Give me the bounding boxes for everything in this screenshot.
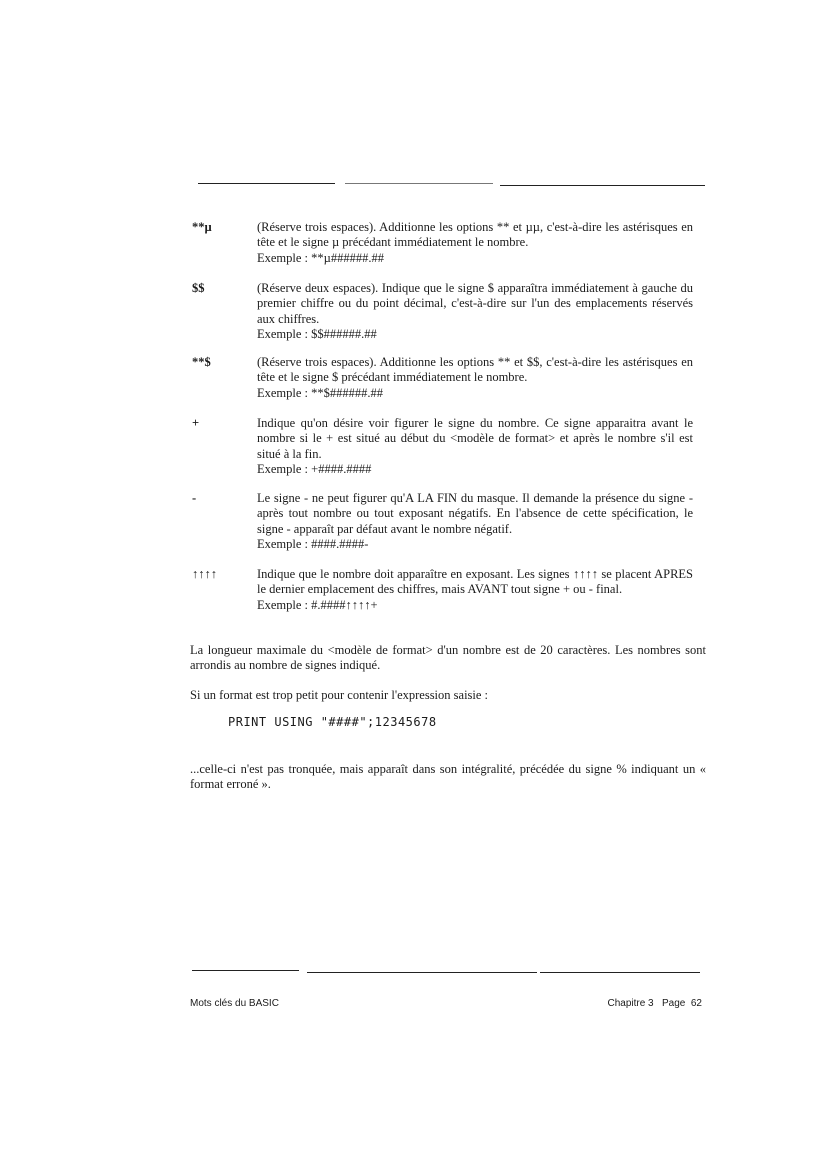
example-text: Exemple : $$######.##: [257, 327, 377, 342]
top-rule: [500, 185, 705, 186]
example-text: Exemple : #.####↑↑↑↑+: [257, 597, 378, 612]
example-text: Exemple : +####.####: [257, 462, 372, 477]
result-paragraph: [190, 762, 706, 793]
format-description: [257, 281, 693, 343]
footer-left: Mots clés du BASIC: [190, 998, 279, 1009]
top-rule: [345, 183, 493, 184]
paragraph-text: ...celle-ci n'est pas tronquée, mais apparaît dans son intégralité, précédée du signe % indiquant un « format erroné ».: [190, 762, 706, 792]
format-symbol: -: [192, 491, 197, 505]
bottom-rule: [540, 972, 700, 973]
format-too-small-paragraph: [190, 688, 706, 703]
description-text: (Réserve deux espaces). Indique que le signe $ apparaîtra immédiatement à gauche du premier chiffre ou du point décimal, c'est-à-dire sur l'un des emplacements réservés aux chiffres.: [257, 281, 693, 326]
bottom-rule: [192, 970, 299, 971]
format-symbol: **µ: [192, 220, 212, 234]
format-symbol: $$: [192, 281, 205, 295]
example-text: Exemple : **µ######.##: [257, 250, 384, 265]
paragraph-text: Si un format est trop petit pour contenir l'expression saisie :: [190, 688, 489, 702]
top-rule: [198, 183, 335, 184]
format-description: [257, 416, 693, 478]
format-symbol: +: [192, 416, 200, 430]
code-example: PRINT USING "####";12345678: [228, 715, 437, 729]
description-text: Le signe - ne peut figurer qu'A LA FIN du masque. Il demande la présence du signe - après tout nombre ou tout exposant négatifs. En l'absence de cette spécification, le signe - apparaît par défaut avant le nombre négatif.: [257, 491, 693, 536]
description-text: (Réserve trois espaces). Additionne les options ** et $$, c'est-à-dire les astérisques en tête et le signe $ précédant immédiatement le nombre.: [257, 355, 693, 385]
format-description: [257, 220, 693, 266]
description-text: (Réserve trois espaces). Additionne les options ** et µµ, c'est-à-dire les astérisques en tête et le signe µ précédant immédiatement le nombre.: [257, 220, 693, 250]
paragraph-text: La longueur maximale du <modèle de format> d'un nombre est de 20 caractères. Les nombres sont arrondis au nombre de signes indiqué.: [190, 643, 706, 673]
max-length-paragraph: [190, 643, 706, 674]
description-text: Indique qu'on désire voir figurer le signe du nombre. Ce signe apparaitra avant le nombre si le + est situé au début du <modèle de format> et après le nombre s'il est situé à la fin.: [257, 416, 693, 461]
description-text: Indique que le nombre doit apparaître en exposant. Les signes ↑↑↑↑ se placent APRES le dernier emplacement des chiffres, mais AVANT tout signe + ou - final.: [257, 567, 693, 597]
example-text: Exemple : ####.####-: [257, 537, 369, 552]
footer-page-number: Chapitre 3 Page 62: [607, 998, 702, 1009]
format-description: [257, 491, 693, 553]
format-symbol: **$: [192, 355, 211, 369]
format-description: [257, 355, 693, 401]
format-description: [257, 567, 693, 613]
format-symbol: ↑↑↑↑: [192, 567, 217, 581]
bottom-rule: [307, 972, 537, 973]
example-text: Exemple : **$######.##: [257, 385, 384, 400]
